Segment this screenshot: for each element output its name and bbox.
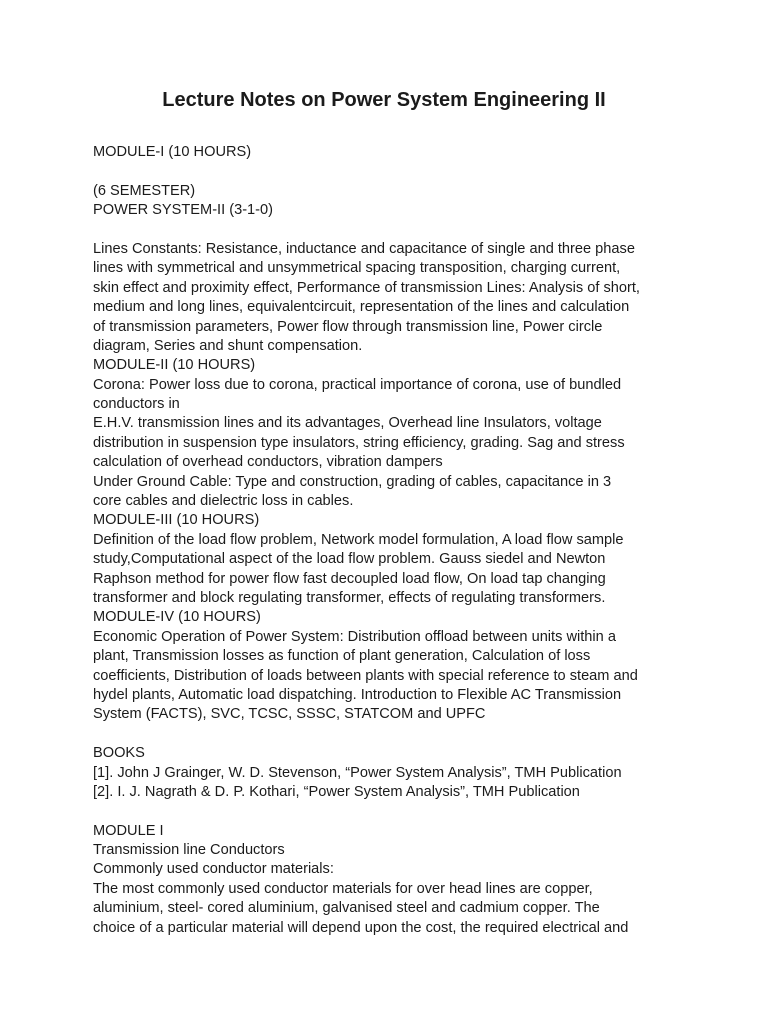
text-line: plant, Transmission losses as function of plant generation, Calculation of loss (93, 648, 591, 665)
text-line: lines with symmetrical and unsymmetrical spacing transposition, charging current, (93, 260, 621, 277)
text-line: POWER SYSTEM-II (3-1-0) (93, 202, 274, 219)
text-line: (6 SEMESTER) (93, 182, 196, 199)
text-line: Under Ground Cable: Type and construction, grading of cables, capacitance in 3 (93, 473, 612, 490)
text-line: calculation of overhead conductors, vibration dampers (93, 454, 443, 471)
text-line: Transmission line Conductors (93, 842, 285, 859)
text-line: System (FACTS), SVC, TCSC, SSSC, STATCOM and UPFC (93, 706, 486, 723)
text-line: choice of a particular material will depend upon the cost, the required electrical and (93, 919, 629, 936)
text-line: medium and long lines, equivalentcircuit, representation of the lines and calculation (93, 299, 630, 316)
text-line: core cables and dielectric loss in cables. (93, 493, 354, 510)
text-line: The most commonly used conductor materials for over head lines are copper, (93, 880, 593, 897)
text-line: of transmission parameters, Power flow through transmission line, Power circle (93, 318, 603, 335)
blank-line (93, 221, 693, 240)
text-line: MODULE I (93, 822, 164, 839)
text-line: [2]. I. J. Nagrath & D. P. Kothari, “Power System Analysis”, TMH Publication (93, 783, 580, 800)
text-line: BOOKS (93, 745, 145, 762)
text-line: Definition of the load flow problem, Network model formulation, A load flow sample (93, 531, 624, 548)
text-line: Raphson method for power flow fast decoupled load flow, On load tap changing (93, 570, 606, 587)
text-line: diagram, Series and shunt compensation. (93, 337, 363, 354)
blank-line (93, 725, 693, 744)
text-line: transformer and block regulating transformer, effects of regulating transformers. (93, 589, 606, 606)
text-line: Economic Operation of Power System: Distribution offload between units within a (93, 628, 616, 645)
text-line: hydel plants, Automatic load dispatching. Introduction to Flexible AC Transmission (93, 686, 622, 703)
blank-line (93, 162, 693, 181)
text-line: MODULE-II (10 HOURS) (93, 357, 256, 374)
text-line: Corona: Power loss due to corona, practical importance of corona, use of bundled (93, 376, 622, 393)
text-line: skin effect and proximity effect, Performance of transmission Lines: Analysis of short, (93, 279, 640, 296)
text-line: MODULE-I (10 HOURS) (93, 144, 252, 160)
document-title: Lecture Notes on Power System Engineering II (162, 89, 606, 111)
text-line: distribution in suspension type insulators, string efficiency, grading. Sag and stress (93, 434, 625, 451)
text-line: Commonly used conductor materials: (93, 861, 334, 878)
text-line: aluminium, steel- cored aluminium, galvanised steel and cadmium copper. The (93, 900, 600, 917)
blank-line (93, 802, 693, 821)
text-line: MODULE-III (10 HOURS) (93, 512, 260, 529)
text-line: MODULE-IV (10 HOURS) (93, 609, 261, 626)
text-line: Lines Constants: Resistance, inductance and capacitance of single and three phase (93, 240, 635, 257)
text-line: conductors in (93, 396, 180, 413)
text-line: [1]. John J Grainger, W. D. Stevenson, “Power System Analysis”, TMH Publication (93, 764, 622, 781)
text-line: coefficients, Distribution of loads between plants with special reference to steam and (93, 667, 638, 684)
text-line: E.H.V. transmission lines and its advantages, Overhead line Insulators, voltage (93, 415, 602, 432)
document-body (93, 143, 693, 938)
text-line: study,Computational aspect of the load flow problem. Gauss siedel and Newton (93, 551, 606, 568)
